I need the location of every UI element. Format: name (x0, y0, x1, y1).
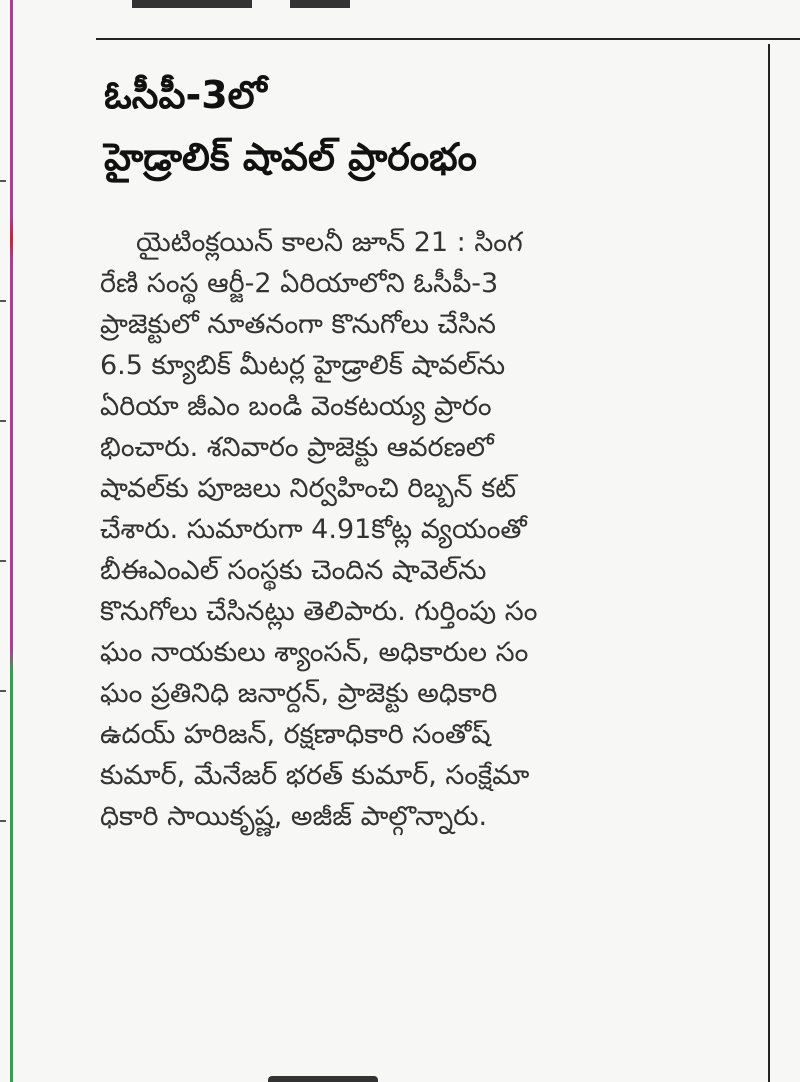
body-line: ఉదయ్ హరిజన్, రక్షణాధికారి సంతోష్ (100, 719, 491, 750)
body-line: భించారు. శనివారం ప్రాజెక్టు ఆవరణలో (100, 432, 494, 463)
body-line: ఏరియా జీఎం బండి వెంకటయ్య ప్రారం (100, 391, 492, 422)
left-margin-ticks (0, 0, 8, 1082)
body-line: బీఈఎంఎల్ సంస్థకు చెందిన షావెల్‌ను (100, 555, 487, 586)
body-line: ప్రాజెక్టులో నూతనంగా కొనుగోలు చేసిన (100, 309, 496, 340)
bottom-cut-off-text-fragment (268, 1076, 378, 1082)
body-line: ధికారి సాయికృష్ణ, అజీజ్ పాల్గొన్నారు. (100, 801, 488, 832)
top-column-rule (96, 38, 800, 40)
headline-line-1: ఓసీపీ-3లో (104, 73, 267, 117)
body-line: 6.5 క్యూబిక్ మీటర్ల హైడ్రాలిక్ షావల్‌ను (100, 350, 506, 381)
article-body (100, 222, 762, 837)
body-line: కుమార్, మేనేజర్ భరత్ కుమార్, సంక్షేమా (100, 760, 530, 791)
left-margin-colored-line (10, 0, 13, 1082)
body-line: ఘం ప్రతినిధి జనార్దన్, ప్రాజెక్టు అధికారి (100, 678, 498, 709)
body-line: షావల్‌కు పూజలు నిర్వహించి రిబ్బన్ కట్ (100, 473, 517, 504)
headline-line-2: హైడ్రాలిక్ షావల్ ప్రారంభం (104, 135, 477, 179)
article-headline (104, 64, 764, 188)
column-divider-line (768, 44, 770, 1082)
top-cut-off-text-fragment (290, 0, 350, 8)
body-line: చేశారు. సుమారుగా 4.91కోట్ల వ్యయంతో (100, 514, 527, 545)
body-line: కొనుగోలు చేసినట్లు తెలిపారు. గుర్తింపు సం (100, 596, 538, 627)
body-line: యైటింక్లయిన్ కాలనీ జూన్ 21 : సింగ (136, 227, 523, 258)
body-line: ఘం నాయకులు శ్యాంసన్, అధికారుల సం (100, 637, 529, 668)
body-line: రేణి సంస్థ ఆర్జీ-2 ఏరియాలోని ఓసీపీ-3 (100, 268, 499, 299)
top-cut-off-text-fragment (132, 0, 252, 8)
